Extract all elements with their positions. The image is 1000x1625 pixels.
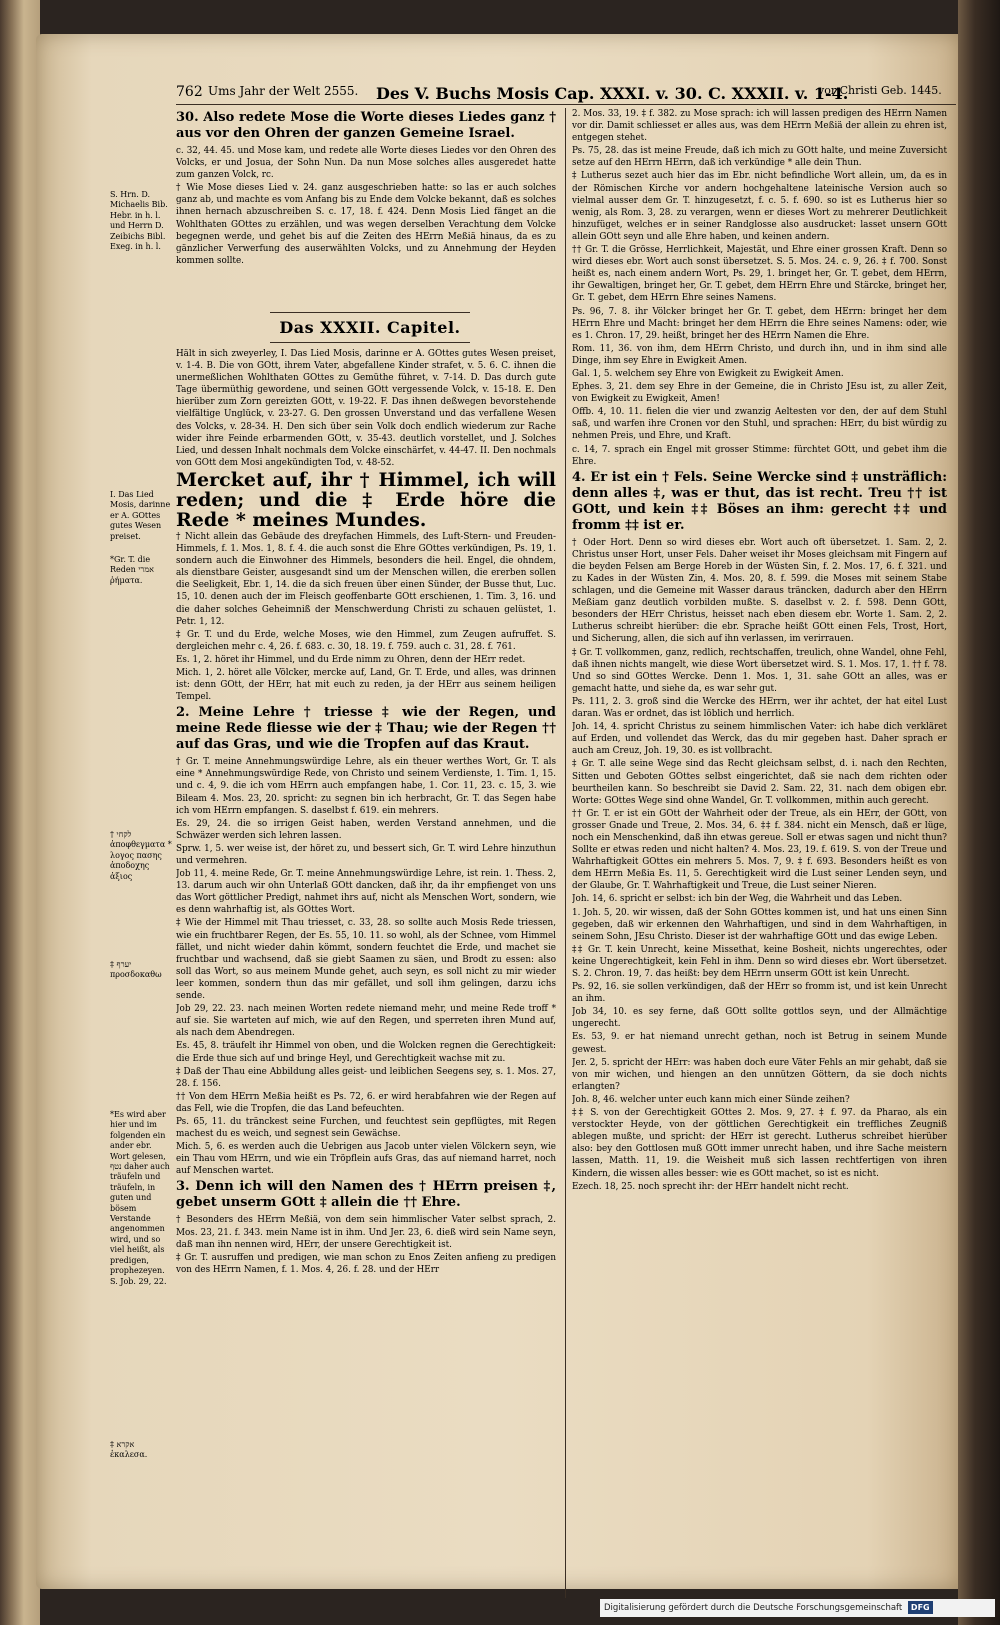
right-note-4: †† Gr. T. die Grösse, Herrlichkeit, Majestät, und Ehre einer grossen Kraft. Denn so wird dieses ebr. Wort auch sonst übersetzet. S. 5. Mos. 24. c. 9, 26. ‡ f. 700. Sonst heißt es, nach einem andern Wort, Ps. 29, 1. bringet her, Gr. T. gebet, dem HErrn, ihr Gewaltigen, bringet her, Gr. T. gebet, dem HErrn Ehre und Stärcke, bringet her, Gr. T. gebet, dem HErrn Ehre seines Namens.	[572, 245, 947, 304]
chapter-title: Das XXXII. Capitel.	[279, 318, 461, 337]
note-v4-3: Ps. 111, 2. 3. groß sind die Wercke des HErrn, wer ihr achtet, der hat eitel Lust daran. Was er ordnet, das ist löblich und herrlich.	[572, 696, 947, 720]
note-v3-1: † Besonders des HErrn Meßiä, von dem sein himmlischer Vater selbst sprach, 2. Mos. 23, 21. f. 343. mein Name ist in ihm. Und Jer. 23, 6. dieß wird sein Name seyn, daß man ihn nennen wird, HErr, der unsere Gerechtigkeit ist.	[176, 1215, 556, 1250]
running-header	[176, 84, 956, 104]
note-v4-6: †† Gr. T. er ist ein GOtt der Wahrheit oder der Treue, als ein HErr, der GOtt, von grosser Gnade und Treue, 2. Mos. 34, 6. ‡‡ f. 384. nicht ein Mensch, daß er lüge, noch ein Menschenkind, daß ihn etwas gereue. Soll er etwas sagen und nicht thun? Sollte er etwas reden und nicht halten? 4. Mos. 23, 19. f. 619. S. von der Treue und Wahrhaftigkeit GOttes ein mehrers 5. Mos. 7, 9. ‡ f. 693. Besonders heißt es von dem HErrn Meßia Es. 11, 5. Gerechtigkeit wird die Lust seiner Lenden seyn, und der Glaube, Gr. T. Wahrhaftigkeit und Treue, die Lust seiner Nieren.	[572, 808, 947, 892]
note-v2-2: Es. 29, 24. die so irrigen Geist haben, werden Verstand annehmen, und die Schwäzer werden sich lehren lassen.	[176, 818, 556, 841]
left-upper-block	[176, 108, 556, 308]
dfg-logo: DFG	[908, 1601, 933, 1614]
right-note-6: Rom. 11, 36. von ihm, dem HErrn Christo, und durch ihn, und in ihm sind alle Dinge, ihm sey Ehre in Ewigkeit Amen.	[572, 343, 947, 366]
note-v4-16: Ezech. 18, 25. noch sprecht ihr: der HErr handelt nicht recht.	[572, 1181, 849, 1192]
note-v2-1: † Gr. T. meine Annehmungswürdige Lehre, als ein theuer werthes Wort, Gr. T. als eine * Annehmungswürdige Rede, von Christo und seinem Verdienste, 1. Tim. 1, 15. und c. 4, 9. die ich vom HErrn auch empfangen habe, 1. Cor. 11, 23. c. 15, 3. wie Bileam 4. Mos. 23, 20. spricht: zu segnen bin ich herbracht, Gr. T. das Segen habe ich vom HErrn empfangen. S. daselbst f. 619. ein mehrers.	[176, 757, 556, 816]
year-note: Ums Jahr der Welt 2555.	[208, 84, 359, 98]
chapter-rule-top	[270, 312, 470, 313]
verse-2: 2. Meine Lehre † triesse ‡ wie der Regen, und meine Rede fliesse wie der ‡ Thau; wie der Regen †† auf das Gras, und wie die Tropfen auf das Kraut.	[176, 705, 556, 753]
margin-greek-note-2: † לקחי ἀποφθεγματα * λογος πασης ἀποδοχης ἀξιος	[110, 830, 172, 881]
note-v4-11: Job 34, 10. es sey ferne, daß GOtt sollte gottlos seyn, und der Allmächtige ungerecht.	[572, 1007, 947, 1030]
right-note-10: c. 14, 7. sprach ein Engel mit grosser Stimme: fürchtet GOtt, und gebet ihm die Ehre.	[572, 444, 947, 467]
margin-section-label: I. Das Lied Mosis, darinne er A. GOttes gutes Wesen preiset.	[110, 490, 171, 541]
note-v1-4: Mich. 1, 2. höret alle Völcker, mercke auf, Land, Gr. T. Erde, und alles, was drinnen ist: denn GOtt, der HErr, hat mit euch zu reden, ja der HErr aus seinem heiligen Tempel.	[176, 667, 556, 703]
verse-4: 4. Er ist ein † Fels. Seine Wercke sind ‡ unsträflich: denn alles ‡, was er thut, das ist recht. Treu †† ist GOtt, und kein ‡‡ Böses an ihm: gerecht ‡‡ und fromm ‡‡ ist er.	[572, 469, 947, 533]
right-note-7: Gal. 1, 5. welchem sey Ehre von Ewigkeit zu Ewigkeit Amen.	[572, 368, 844, 379]
chapter-summary: Hält in sich zweyerley, I. Das Lied Mosis, darinne er A. GOttes gutes Wesen preiset, v. 1-4. B. Die von GOtt, ihrem Vater, abgefallene Kinder strafet, v. 5. 6. C. ihnen die unermeßlichen Wohlthaten GOttes zu Gemüthe führet, v. 7-14. D. Das durch gute Tage übermüthig gewordene, und seinen GOtt vergessende Volck, v. 15-18. E. Den hierüber zum Zorn gereizten GOtt, v. 19-22. F. Das ihnen deßwegen bevorstehende vielfältige Unglück, v. 23-27. G. Den grossen Unverstand und das verfallene Wesen des Volcks, v. 28-34. H. Den sich über sein Volk doch endlich wiederum zur Rache wider ihre Feinde erbarmenden GOtt, v. 35-43. deutlich vorstellet, und J. Solches Lied, und dessen Inhalt nochmals dem Volcke einschärfet, v. 44-47. II. Den nochmals von GOtt dem Mosi angekündigten Tod, v. 48-52.	[176, 349, 556, 468]
right-note-1: 2. Mos. 33, 19. ‡ f. 382. zu Mose sprach: ich will lassen predigen des HErrn Namen vor dir. Damit schliesset er alles aus, was dem HErrn Meßiä der allein zu ehren ist, entgegen stehet.	[572, 109, 947, 144]
header-rule	[176, 104, 956, 105]
left-main-block	[176, 348, 556, 1610]
right-note-2: Ps. 75, 28. das ist meine Freude, daß ich mich zu GOtt halte, und meine Zuversicht setze auf den HErrn HErrn, daß ich verkündige * alle dein Thun.	[572, 146, 947, 169]
credit-text: Digitalisierung gefördert durch die Deutsche Forschungsgemeinschaft	[604, 1603, 903, 1613]
verse-30-continuation: c. 32, 44. 45. und Mose kam, und redete alle Worte dieses Liedes vor den Ohren des Volcks, er und Josua, der Sohn Nun. Da nun Mose solches alles ausgeredet hatte zum ganzen Volck, rc.	[176, 146, 556, 181]
digitization-credit	[600, 1599, 995, 1617]
page-title: Des V. Buchs Mosis Cap. XXXI. v. 30. C. XXXII. v. 1-4.	[376, 84, 849, 103]
right-page-stack	[958, 0, 1000, 1625]
note-v2-5: ‡ Wie der Himmel mit Thau triesset, c. 33, 28. so sollte auch Mosis Rede triessen, wie ein fruchtbarer Regen, der Es. 55, 10. 11. so wohl, als der Schnee, vom Himmel fället, und nicht wieder dahin kömmt, sondern feuchtet die Erde, und machet sie fruchtbar und wachsend, daß sie giebt Saamen zu säen, und Brodt zu essen: also soll das Wort, so aus meinem Munde gehet, auch seyn, es soll nicht zu mir wieder leer kommen, sondern thun das mir gefället, und soll ihm gelingen, darzu ichs sende.	[176, 918, 556, 1002]
note-v4-14: Joh. 8, 46. welcher unter euch kann mich einer Sünde zeihen?	[572, 1094, 850, 1105]
note-v4-8: 1. Joh. 5, 20. wir wissen, daß der Sohn GOttes kommen ist, und hat uns einen Sinn gegeben, daß wir erkennen den Wahrhaftigen, und sind in dem Wahrhaftigen, in seinem Sohn, JEsu Christo. Dieser ist der wahrhaftige GOtt und das ewige Leben.	[572, 907, 947, 942]
right-note-5: Ps. 96, 7. 8. ihr Völcker bringet her Gr. T. gebet, dem HErrn: bringet her dem HErrn Ehre und Macht: bringet her dem HErrn die Ehre seines Namens: oder, wie es 1. Chron. 17, 29. heißt, bringet her des HErrn Namen die Ehre.	[572, 306, 947, 341]
right-column	[572, 108, 947, 1608]
note-v4-5: ‡ Gr. T. alle seine Wege sind das Recht gleichsam selbst, d. i. nach den Rechten, Sitten und Geboten GOttes selbst eingerichtet, daß sie nach dem richten oder beurtheilen kann. So beschreibt sie David 2. Sam. 22, 31. nach dem obigen ebr. Worte: GOttes Wege sind ohne Wandel, Gr. T. vollkommen, mithin auch gerecht.	[572, 759, 947, 806]
right-note-3: ‡ Lutherus sezet auch hier das im Ebr. nicht befindliche Wort allein, um, da es in der Römischen Kirche vor andern hochgehaltene lateinische Version auch so vielmal ausser dem Gr. T. hinzugesetzt, f. c. 5. f. 690. so ist es Lutherus hier so wenig, als Rom. 3, 28. zu verargen, wenn er dieses Wort zu mehrerer Deutlichkeit hinzufüget, welches er in seiner Randglosse also ausdrucket: lasset unsern GOtt allein GOtt seyn und alle Ehre haben, und keinen andern.	[572, 171, 947, 242]
verse-1: Mercket auf, ihr † Himmel, ich will reden; und die ‡ Erde höre die Rede * meines Mundes.	[176, 468, 556, 531]
note-v2-3: Sprw. 1, 5. wer weise ist, der höret zu, und bessert sich, Gr. T. wird Lehre hinzuthun und vermehren.	[176, 843, 556, 866]
chapter-rule-bottom	[270, 342, 470, 343]
note-v4-13: Jer. 2, 5. spricht der HErr: was haben doch eure Väter Fehls an mir gehabt, daß sie von mir wichen, und hiengen an den unnützen Göttern, da sie doch nichts erlangten?	[572, 1057, 947, 1092]
margin-greek-note-4: ‡ אקרא ἐκαλεσα.	[110, 1440, 148, 1460]
note-v4-12: Es. 53, 9. er hat niemand unrecht gethan, noch ist Betrug in seinem Munde gewest.	[572, 1032, 947, 1055]
left-book-edge	[0, 0, 40, 1625]
page-number: 762	[176, 84, 203, 100]
margin-greek-note-1: *Gr. T. die Reden אמרי ῥήματα.	[110, 555, 154, 585]
note-v4-9: ‡‡ Gr. T. kein Unrecht, keine Missethat, keine Bosheit, nichts ungerechtes, oder keine Ungerechtigkeit, kein Fehl in ihm. Denn so wird dieses ebr. Wort übersetzet. S. 2. Chron. 19, 7. das heißt: bey dem HErrn unserm GOtt ist kein Unrecht.	[572, 944, 947, 979]
right-note-8: Ephes. 3, 21. dem sey Ehre in der Gemeine, die in Christo JEsu ist, zu aller Zeit, von Ewigkeit zu Ewigkeit, Amen!	[572, 382, 947, 405]
note-v1-3: Es. 1, 2. höret ihr Himmel, und du Erde nimm zu Ohren, denn der HErr redet.	[176, 654, 526, 665]
note-v4-2: ‡ Gr. T. vollkommen, ganz, redlich, rechtschaffen, treulich, ohne Wandel, ohne Fehl, daß ihnen nichts mangelt, wie diese Wort übersetzet wird. S. 1. Mos. 17, 1. †† f. 78. Und so sind GOttes Wercke. Denn 1. Mos. 1, 31. sahe GOtt an alles, was er gemacht hatte, und siehe da, es war sehr gut.	[572, 647, 947, 694]
note-v4-10: Ps. 92, 16. sie sollen verkündigen, daß der HErr so fromm ist, und ist kein Unrecht an ihm.	[572, 982, 947, 1005]
margin-greek-note-3: ‡ יערף προσδοκαθω	[110, 960, 162, 980]
note-v4-7: Joh. 14, 6. spricht er selbst: ich bin der Weg, die Wahrheit und das Leben.	[572, 894, 903, 905]
note-v2-9: †† Von dem HErrn Meßia heißt es Ps. 72, 6. er wird herabfahren wie der Regen auf das Fell, wie die Tropfen, die das Land befeuchten.	[176, 1091, 556, 1114]
column-divider	[565, 108, 566, 1598]
note-v1-1: † Nicht allein das Gebäude des dreyfachen Himmels, des Luft-Stern- und Freuden-Himmels, f. 1. Mos. 1, 8. f. 4. die auch sonst die Ehre GOttes verkündigen, Ps. 19, 1. sondern auch die Einwohner des Himmels, besonders die heil. Engel, die ohndem, als dienstbare Geister, ausgesandt sind um der Menschen willen, die ererben sollen die Seeligkeit, Ebr. 1, 14. die da sich freuen über einen Sünder, der Busse thut, Luc. 15, 10. denen auch der im Fleisch geoffenbarte GOtt erschienen, 1. Tim. 3, 16. und die daher solches Geheimniß der Menschwerdung Christi zu schauen gelüstet, 1. Petr. 1, 12.	[176, 531, 556, 627]
note-v2-10: Ps. 65, 11. du tränckest seine Furchen, und feuchtest sein gepflügtes, mit Regen machest du es weich, und segnest sein Gewächse.	[176, 1116, 556, 1140]
margin-authorities: S. Hrn. D. Michaelis Bib. Hebr. in h. l. und Herrn D. Zeibichs Bibl. Exeg. in h. l.	[110, 190, 168, 252]
note-v2-7: Es. 45, 8. träufelt ihr Himmel von oben, und die Wolcken regnen die Gerechtigkeit: die Erde thue sich auf und bringe Heyl, und Gerechtigkeit wachse mit zu.	[176, 1041, 556, 1064]
note-v2-6: Job 29, 22. 23. nach meinen Worten redete niemand mehr, und meine Rede troff * auf sie. Sie warteten auf mich, wie auf den Regen, und sperreten ihren Mund auf, als nach dem Abendregen.	[176, 1004, 556, 1039]
right-note-9: Offb. 4, 10. 11. fielen die vier und zwanzig Aeltesten vor den, der auf dem Stuhl saß, und warfen ihre Cronen vor den Stuhl, und sprachen: HErr, du bist würdig zu nehmen Preis, und Ehre, und Kraft.	[572, 407, 947, 442]
note-verse-30: † Wie Mose dieses Lied v. 24. ganz ausgeschrieben hatte: so las er auch solches ganz ab, und machte es vom Anfang bis zu Ende dem Volcke bekannt, daß es solches ihnen hernach abzuschreiben S. c. 17, 18. f. 424. Denn Mosis Lied fänget an die Wohlthaten GOttes zu erzählen, und was wegen derselben Verachtung dem Volcke begegnen werde, und gehet bis auf die Zeiten des HErrn Meßiä hinaus, da es zu gänzlicher Verwerfung des auserwählten Volcks, und zu Annehmung der Heyden kommen sollte.	[176, 183, 556, 266]
note-v2-4: Job 11, 4. meine Rede, Gr. T. meine Annehmungswürdige Lehre, ist rein. 1. Thess. 2, 13. darum auch wir ohn Unterlaß GOtt dancken, daß ihr, da ihr empfienget von uns das Wort göttlicher Predigt, nahmet ihrs auf, nicht als Menschen Wort, sondern, wie es denn wahrhaftig ist, als GOttes Wort.	[176, 869, 556, 916]
era-note: vor Christi Geb. 1445.	[818, 84, 942, 97]
margin-rain-note: *Es wird aber hier und im folgenden ein ander ebr. Wort gelesen, נטף daher auch träufeln und träufeln, in guten und bösem Verstande angenommen wird, und so viel heißt, als predigen, prophezeyen. S. Job. 29, 22.	[110, 1110, 170, 1286]
verse-30: 30. Also redete Mose die Worte dieses Liedes ganz † aus vor den Ohren der ganzen Gemeine Israel.	[176, 110, 556, 141]
note-v2-11: Mich. 5, 6. es werden auch die Uebrigen aus Jacob unter vielen Völckern seyn, wie ein Thau vom HErrn, und wie ein Tröpflein aufs Gras, das auf niemand harret, noch auf Menschen wartet.	[176, 1142, 556, 1177]
note-v1-2: ‡ Gr. T. und du Erde, welche Moses, wie den Himmel, zum Zeugen aufruffet. S. dergleichen mehr c. 4, 26. f. 683. c. 30, 18. 19. f. 759. auch c. 31, 28. f. 761.	[176, 629, 556, 652]
verse-3: 3. Denn ich will den Namen des † HErrn preisen ‡, gebet unserm GOtt ‡ allein die †† Ehre.	[176, 1179, 556, 1211]
note-v4-4: Joh. 14, 4. spricht Christus zu seinem himmlischen Vater: ich habe dich verkläret auf Erden, und vollendet das Werck, das du mir gegeben hast. Daher sprach er auch am Creuz, Joh. 19, 30. es ist vollbracht.	[572, 722, 947, 757]
note-v2-8: ‡ Daß der Thau eine Abbildung alles geist- und leiblichen Seegens sey, s. 1. Mos. 27, 28. f. 156.	[176, 1066, 556, 1089]
note-v4-1: † Oder Hort. Denn so wird dieses ebr. Wort auch oft übersetzet. 1. Sam. 2, 2. Christus unser Hort, unser Fels. Daher weiset ihr Moses gleichsam mit Fingern auf die beyden Felsen am Berge Horeb in der Wüsten Sin, f. 2. Mos. 17, 6. f. 321. und zu Kades in der Wüsten Zin, 4. Mos. 20, 8. f. 599. die Moses mit seinem Stabe schlagen, und die Gemeine mit Wasser daraus träncken, dadurch aber den HErrn Meßiam ganz deutlich vorbilden mußte. S. daselbst v. 2. f. 598. Denn GOtt, besonders der HErr Christus, heisset nach eben diesem ebr. Worte 1. Sam. 2, 2. Lutherus schreibt hierüber: die ebr. Sprache heißt GOtt einen Fels, Trost, Hort, und Sicherung, allen, die sich auf ihn verlassen, im verirrauen.	[572, 537, 947, 645]
note-v4-15: ‡‡ S. von der Gerechtigkeit GOttes 2. Mos. 9, 27. ‡ f. 97. da Pharao, als ein verstockter Heyde, von der göttlichen Gerechtigkeit ein treffliches Zeugniß ablegen mußte, und spricht: der HErr ist gerecht. Lutherus schreibet hierüber also: bey den Gottlosen muß GOtt immer unrecht haben, und ihre Sache meistern lassen, Matth. 11, 19. die Weisheit muß sich lassen rechtfertigen von ihren Kindern, die wissen alles besser: wie es GOtt machet, so ist es nicht.	[572, 1108, 947, 1179]
note-v3-2: ‡ Gr. T. ausruffen und predigen, wie man schon zu Enos Zeiten anfieng zu predigen von des HErrn Namen, f. 1. Mos. 4, 26. f. 28. und der HErr	[176, 1252, 556, 1275]
